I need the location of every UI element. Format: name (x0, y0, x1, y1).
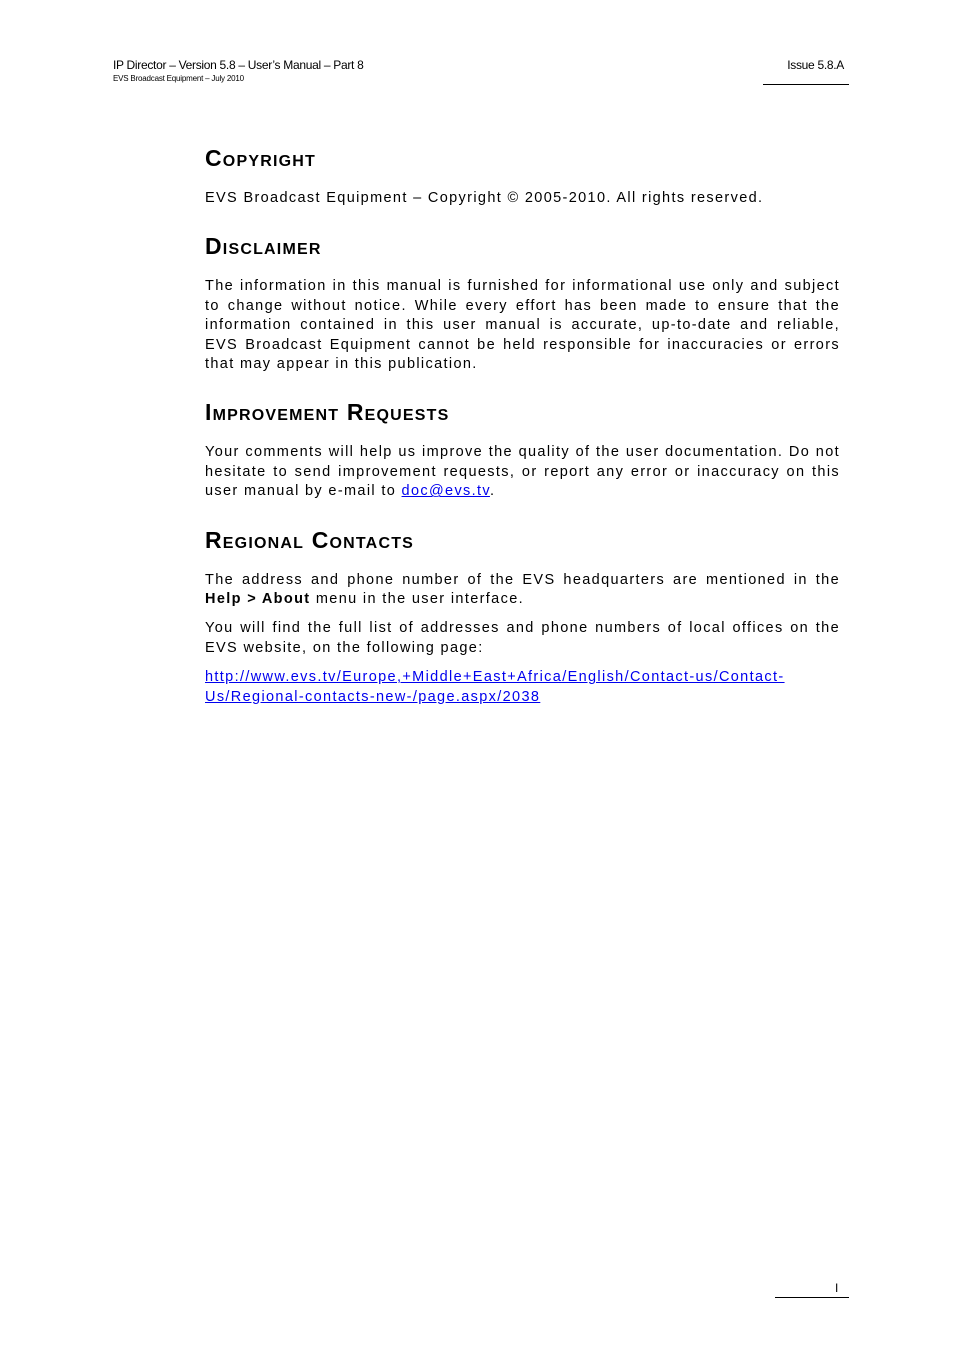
manual-title: IP Director – Version 5.8 – User’s Manual – Part 8 (113, 58, 364, 72)
page-header (113, 58, 363, 84)
regional-text-1 (205, 571, 840, 610)
regional-text-2: You will find the full list of addresses and phone numbers of local offices on the EVS website, on the following page: (205, 620, 840, 656)
footer-divider (775, 1297, 849, 1298)
email-link[interactable]: doc@evs.tv (401, 483, 490, 500)
issue-label: Issue 5.8.A (787, 58, 844, 72)
regional-text-1-end: menu in the user interface. (310, 591, 524, 608)
improvement-text (205, 443, 840, 501)
improvement-text-end: . (489, 483, 496, 500)
improvement-heading: Improvement Requests (205, 399, 450, 426)
disclaimer-text: The information in this manual is furnished for informational use only and subject to change without notice. While every effort has been made to ensure that the information contained in this user manual is accurate, up-to-date and reliable, EVS Broadcast Equipment cannot be held responsible for inaccuracies or errors that may appear in this publication. (205, 278, 840, 373)
regional-heading: Regional Contacts (205, 526, 415, 553)
regional-contacts-url (205, 668, 840, 707)
help-about-menu-path: Help > About (205, 591, 311, 608)
document-body (205, 140, 840, 707)
page-number: I (835, 1281, 839, 1295)
contacts-url-link-line-1[interactable]: http://www.evs.tv/Europe,+Middle+East+Africa/English/Contact-us/Contact- (205, 669, 785, 686)
copyright-heading: Copyright (205, 145, 316, 171)
contacts-url-link-line-2[interactable]: Us/Regional-contacts-new-/page.aspx/2038 (205, 688, 541, 705)
disclaimer-heading: Disclaimer (205, 233, 322, 260)
improvement-text-main: Your comments will help us improve the quality of the user documentation. Do not hesitate to send improvement requests, or report any error or inaccuracy on this user manual by e-mail to (205, 444, 840, 500)
header-divider (763, 84, 849, 85)
regional-text-1-start: The address and phone number of the EVS headquarters are mentioned in the (205, 571, 840, 588)
copyright-text: EVS Broadcast Equipment – Copyright © 2005-2010. All rights reserved. (205, 190, 764, 206)
manual-subtitle: EVS Broadcast Equipment – July 2010 (113, 74, 244, 83)
